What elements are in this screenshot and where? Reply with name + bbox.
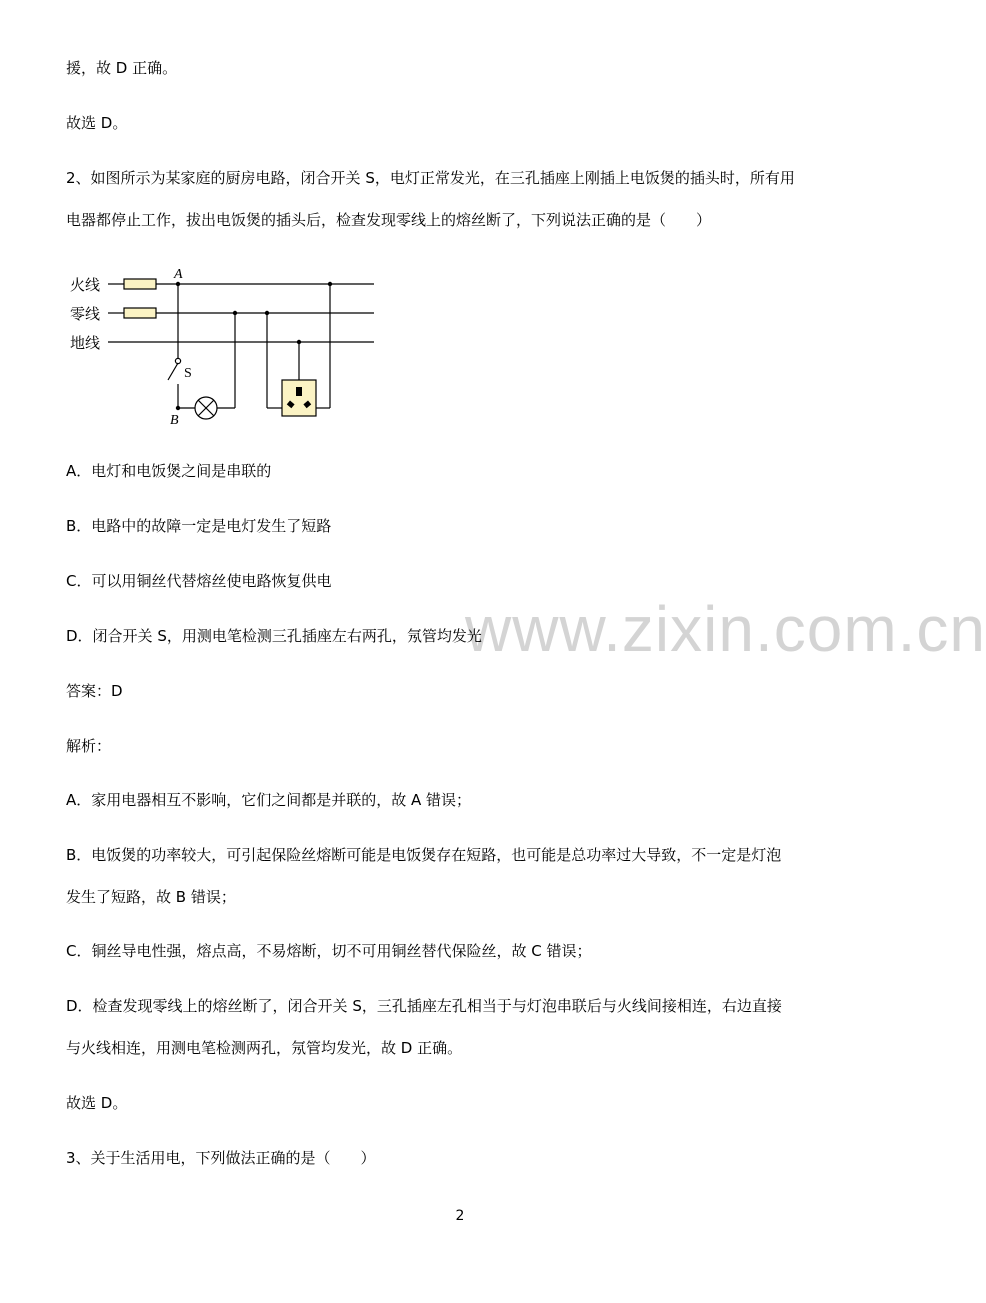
switch-contact [175,358,180,363]
switch-lever [168,363,178,380]
junction [297,340,301,344]
junction [265,311,269,315]
page-number: 2 [455,1208,465,1224]
point-b-label: B [170,413,179,428]
text-line: 故选 D。 [66,114,128,132]
neutral-fuse [124,308,156,318]
answer: 答案：D [66,682,123,700]
analysis-b: 发生了短路，故 B 错误； [66,888,236,906]
three-hole-socket [282,380,316,416]
socket-ground-hole [296,387,302,396]
live-fuse [124,279,156,289]
point-a-label: A [174,267,183,282]
text-line: 援，故 D 正确。 [66,59,178,77]
conclusion: 故选 D。 [66,1094,128,1112]
analysis-b: B．电饭煲的功率较大，可引起保险丝熔断可能是电饭煲存在短路，也可能是总功率过大导致，不一定是灯泡 [66,846,782,864]
question-2-stem: 电器都停止工作，拔出电饭煲的插头后，检查发现零线上的熔丝断了，下列说法正确的是（ ） [66,211,712,229]
option-a: A．电灯和电饭煲之间是串联的 [66,462,272,480]
junction [328,282,332,286]
analysis-a: A．家用电器相互不影响，它们之间都是并联的，故 A 错误； [66,791,472,809]
option-c: C．可以用铜丝代替熔丝使电路恢复供电 [66,572,332,590]
watermark: www.zixin.com.cn [465,593,986,665]
option-b: B．电路中的故障一定是电灯发生了短路 [66,517,332,535]
neutral-wire-label: 零线 [70,305,101,323]
question-3-stem: 3、关于生活用电，下列做法正确的是（ ） [66,1149,376,1167]
option-d: D．闭合开关 S，用测电笔检测三孔插座左右两孔，氖管均发光 [66,627,482,645]
analysis-c: C．铜丝导电性强，熔点高，不易熔断，切不可用铜丝替代保险丝，故 C 错误； [66,942,592,960]
ground-wire-label: 地线 [70,334,101,352]
question-2-stem: 2、如图所示为某家庭的厨房电路，闭合开关 S，电灯正常发光，在三孔插座上刚插上电饭煲的插头时，所有用 [66,169,795,187]
junction [233,311,237,315]
analysis-heading: 解析： [66,737,112,755]
circuit-diagram [66,262,386,432]
live-wire-label: 火线 [70,276,101,294]
analysis-d: D．检查发现零线上的熔丝断了，闭合开关 S，三孔插座左孔相当于与灯泡串联后与火线间接相连，右边直接 [66,997,782,1015]
switch-label: S [184,366,192,381]
analysis-d: 与火线相连，用测电笔检测两孔，氖管均发光，故 D 正确。 [66,1039,463,1057]
